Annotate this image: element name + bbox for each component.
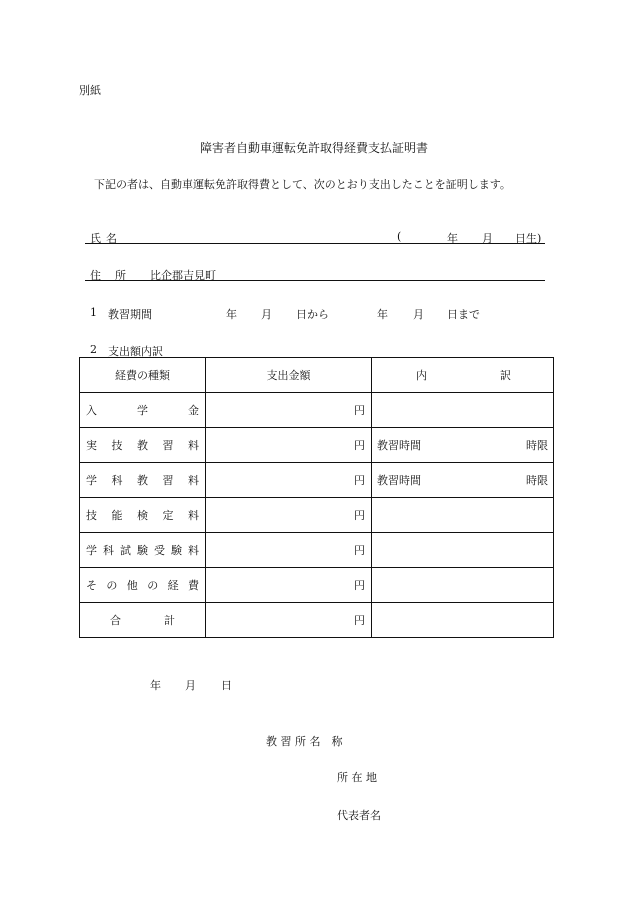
note-cell[interactable]: [372, 498, 554, 533]
note-cell[interactable]: [372, 393, 554, 428]
table-header-row: [80, 358, 554, 393]
birth-year-label: 年: [447, 232, 458, 245]
header-breakdown-wake: 訳: [500, 368, 511, 382]
header-breakdown: [372, 358, 554, 393]
breakdown-label: 支出額内訳: [108, 345, 163, 358]
note-cell[interactable]: [372, 463, 554, 498]
period-to-year: 年: [377, 308, 388, 321]
amount-cell[interactable]: 円: [206, 568, 372, 603]
amount-cell[interactable]: 円: [206, 498, 372, 533]
table-total-row: [80, 603, 554, 638]
amount-cell[interactable]: 円: [206, 463, 372, 498]
expense-type-cell: 実技教習料: [80, 428, 206, 463]
expense-type-cell: その他の経費: [80, 568, 206, 603]
date-day-label: 日: [221, 679, 232, 692]
total-note-cell: [372, 603, 554, 638]
amount-cell[interactable]: 円: [206, 428, 372, 463]
expense-type-cell: 技能検定料: [80, 498, 206, 533]
period-number: 1: [90, 306, 97, 319]
header-breakdown-uchi: 内: [416, 368, 427, 382]
period-from-month: 月: [261, 308, 272, 321]
breakdown-number: 2: [90, 343, 97, 356]
period-to-month: 月: [413, 308, 424, 321]
table-row: [80, 428, 554, 463]
birth-day-label: 日生): [515, 232, 542, 245]
period-from-year: 年: [226, 308, 237, 321]
header-expense-type: 経費の種類: [80, 358, 206, 393]
birth-month-label: 月: [482, 232, 493, 245]
note-period-unit: 時限: [526, 438, 548, 452]
name-label-2: 名: [106, 232, 117, 245]
address-value: 比企郡吉見町: [150, 269, 216, 282]
document-title: 障害者自動車運転免許取得経費支払証明書: [200, 141, 429, 155]
period-label: 教習期間: [108, 308, 152, 321]
address-label-2: 所: [115, 269, 126, 282]
table-row: [80, 393, 554, 428]
period-from-day: 日から: [296, 308, 329, 321]
table-row: [80, 568, 554, 603]
expense-table: [79, 357, 554, 638]
table-row: [80, 533, 554, 568]
note-cell[interactable]: [372, 568, 554, 603]
amount-cell[interactable]: 円: [206, 393, 372, 428]
note-hours-label: 教習時間: [377, 473, 421, 487]
school-representative-label: 代表者名: [337, 809, 381, 822]
total-label-cell: 合計: [80, 603, 206, 638]
period-to-day: 日まで: [447, 308, 480, 321]
school-name-label: 教 習 所 名 称: [266, 735, 343, 748]
note-cell[interactable]: [372, 428, 554, 463]
school-location-label: 所 在 地: [337, 771, 377, 784]
intro-text: 下記の者は、自動車運転免許取得費として、次のとおり支出したことを証明します。: [94, 178, 511, 191]
date-month-label: 月: [185, 679, 196, 692]
date-year-label: 年: [150, 679, 161, 692]
name-label-1: 氏: [90, 232, 101, 245]
attachment-label: 別紙: [79, 84, 101, 97]
name-underline: [85, 243, 545, 244]
address-label-1: 住: [90, 269, 101, 282]
expense-type-cell: 入学金: [80, 393, 206, 428]
table-row: [80, 463, 554, 498]
total-amount-cell[interactable]: 円: [206, 603, 372, 638]
header-amount: 支出金額: [206, 358, 372, 393]
amount-cell[interactable]: 円: [206, 533, 372, 568]
address-underline: [85, 280, 545, 281]
note-cell[interactable]: [372, 533, 554, 568]
note-period-unit: 時限: [526, 473, 548, 487]
expense-type-cell: 学科教習料: [80, 463, 206, 498]
table-row: [80, 498, 554, 533]
note-hours-label: 教習時間: [377, 438, 421, 452]
expense-type-cell: 学科試験受験料: [80, 533, 206, 568]
name-open-paren: (: [397, 230, 402, 243]
